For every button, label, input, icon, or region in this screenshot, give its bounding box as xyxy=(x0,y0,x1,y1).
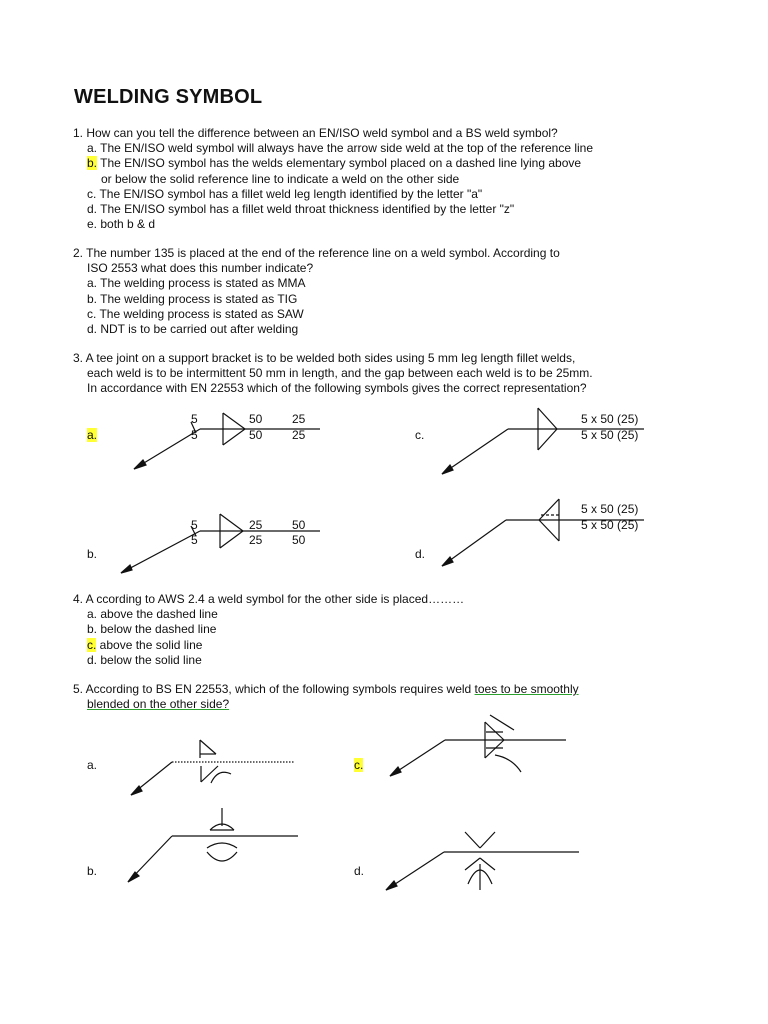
q2-option-b: b. The welding process is stated as TIG xyxy=(87,291,298,306)
q5-fig-b-label: b. xyxy=(87,864,98,878)
q3a-bottom-length: 50 xyxy=(249,428,263,442)
q4-stem: 4. A ccording to AWS 2.4 a weld symbol for the other side is placed……… xyxy=(73,592,465,606)
q2-stem-line-2: ISO 2553 what does this number indicate? xyxy=(87,261,314,276)
q3d-bottom-dims: 5 x 50 (25) xyxy=(581,518,639,532)
q3a-top-length: 50 xyxy=(249,412,263,426)
q3b-bottom-gap: 50 xyxy=(292,533,306,547)
page-title: WELDING SYMBOL xyxy=(74,86,263,108)
q3a-bottom-gap: 25 xyxy=(292,428,306,442)
q3c-top-dims: 5 x 50 (25) xyxy=(581,412,639,426)
q4-option-a: a. above the dashed line xyxy=(87,607,218,622)
q4-option-c-text: above the solid line xyxy=(96,637,203,652)
q5-fig-a-label: a. xyxy=(87,758,98,772)
q5-stem-text: 5. According to BS EN 22553, which of the following symbols requires weld xyxy=(73,682,475,696)
q5-stem-underlined: toes to be smoothly xyxy=(474,682,579,696)
q2-option-c: c. The welding process is stated as SAW xyxy=(87,306,304,321)
q3b-bottom-leg: 5 xyxy=(191,533,198,547)
q1-stem: 1. How can you tell the difference between an EN/ISO weld symbol and a BS weld symbol? xyxy=(73,126,558,140)
q2-option-d: d. NDT is to be carried out after welding xyxy=(87,322,299,337)
q4-option-c-letter: c. xyxy=(87,637,97,652)
q4-option-b: b. below the dashed line xyxy=(87,622,217,637)
q1-option-a: a. The EN/ISO weld symbol will always have the arrow side weld at the top of the reference line xyxy=(87,141,594,156)
q3-fig-d-label: d. xyxy=(415,547,426,561)
q1-option-d: d. The EN/ISO symbol has a fillet weld throat thickness identified by the letter "z" xyxy=(87,202,515,217)
q3a-top-leg: 5 xyxy=(191,412,198,426)
q4-option-d: d. below the solid line xyxy=(87,652,202,667)
q1-option-b-letter: b. xyxy=(87,156,98,171)
q3-fig-b-label: b. xyxy=(87,547,98,561)
q3b-top-leg: 5 xyxy=(191,518,198,532)
q1-option-b-text: The EN/ISO symbol has the welds elementary symbol placed on a dashed line lying above xyxy=(97,156,582,171)
q3c-bottom-dims: 5 x 50 (25) xyxy=(581,428,639,442)
q1-option-c: c. The EN/ISO symbol has a fillet weld leg length identified by the letter "a" xyxy=(87,186,483,201)
q3d-top-dims: 5 x 50 (25) xyxy=(581,502,639,516)
q3a-top-gap: 25 xyxy=(292,412,306,426)
q5-fig-d-label: d. xyxy=(354,864,365,878)
q2-option-a: a. The welding process is stated as MMA xyxy=(87,276,306,291)
q3-stem-line-2: each weld is to be intermittent 50 mm in length, and the gap between each weld is to be 25mm. xyxy=(87,366,593,381)
q3b-bottom-length: 25 xyxy=(249,533,263,547)
q3-fig-c-label: c. xyxy=(415,428,425,442)
lower-v-left xyxy=(465,858,480,870)
q3b-top-gap: 50 xyxy=(292,518,306,532)
q3b-top-length: 25 xyxy=(249,518,263,532)
q3a-bottom-leg: 5 xyxy=(191,428,198,442)
q5-stem-line-2-text: blended on the other side? xyxy=(87,697,230,712)
q3-fig-a-label: a. xyxy=(87,428,98,442)
q3-stem-line-3: In accordance with EN 22553 which of the following symbols gives the correct representation? xyxy=(87,381,587,396)
q1-option-e: e. both b & d xyxy=(87,217,156,232)
v-groove-right xyxy=(480,832,495,848)
q1-option-b-continued: or below the solid reference line to indicate a weld on the other side xyxy=(101,171,460,186)
v-groove-left xyxy=(465,832,480,848)
q5-fig-c-label: c. xyxy=(354,758,364,772)
q2-stem-line-1: 2. The number 135 is placed at the end of the reference line on a weld symbol. According to xyxy=(73,246,560,260)
q3-stem-line-1: 3. A tee joint on a support bracket is to be welded both sides using 5 mm leg length fillet welds, xyxy=(73,351,576,365)
arrow-head xyxy=(386,881,397,890)
lower-v-right xyxy=(480,858,495,870)
